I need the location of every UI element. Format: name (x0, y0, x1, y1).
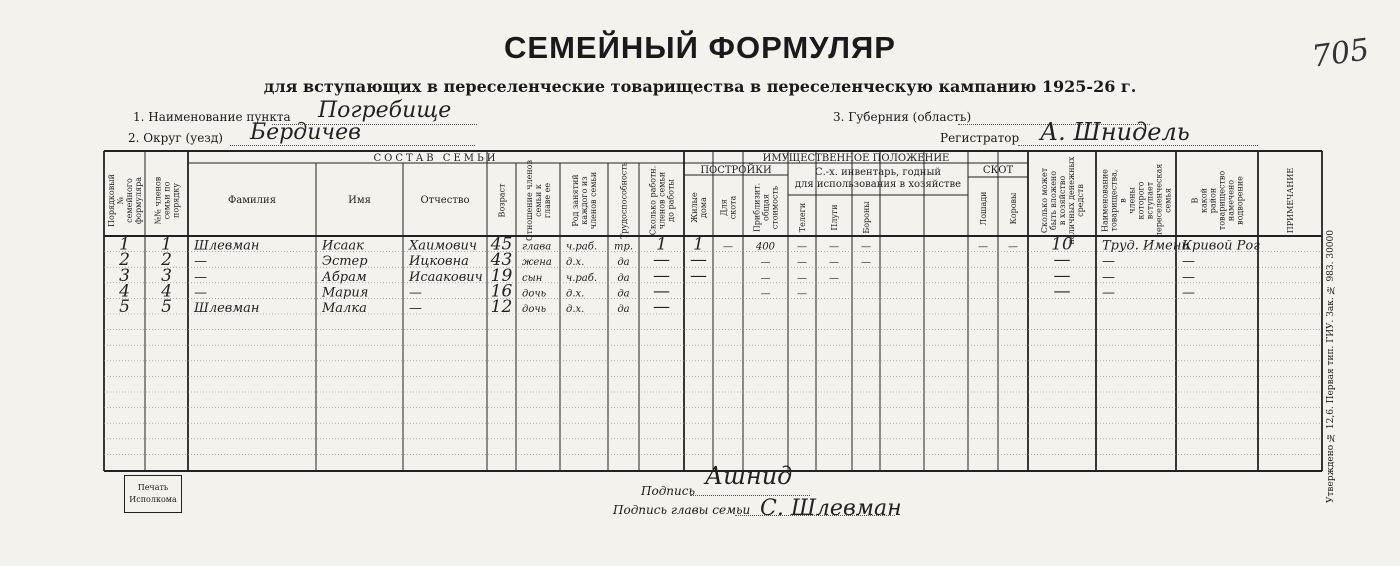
header-col_num-line: формуляра (134, 176, 143, 225)
header-society-line: товарищества, (1109, 169, 1119, 232)
cell-house: — (690, 250, 707, 271)
header-relation-line: Отношение членов (525, 159, 534, 242)
header-col_num-line: Порядковый (107, 174, 116, 227)
header-society-line: семья (1163, 188, 1173, 213)
header-society-line: которого (1136, 181, 1146, 220)
signature-label: Подпись (641, 484, 696, 498)
livestock-group-header: СКОТ (982, 165, 1014, 176)
cell-money: — (1053, 281, 1071, 302)
header-approx_value-line: общая (761, 194, 771, 221)
cell-work: тр. (613, 241, 634, 253)
header-notes-line: ПРИМЕЧАНИЕ (1286, 167, 1295, 234)
cell-work: да (617, 257, 630, 269)
cell-col_num: 1 (119, 234, 130, 255)
cell-col_num: 4 (119, 281, 130, 302)
header-col_member-line: порядку (171, 183, 181, 218)
cell-surname: Шлевман (194, 301, 260, 316)
header-money-line: Сколько может (1040, 167, 1049, 234)
cell-relation: глава (522, 241, 552, 253)
cell-surname: — (194, 254, 207, 270)
cell-approx_value: 400 (755, 241, 776, 253)
header-region-line: район (1208, 187, 1218, 214)
header-work-line: Трудоспособность (619, 161, 629, 240)
cell-occupation: д.х. (566, 257, 585, 269)
header-region-line: товарищество (1217, 170, 1227, 231)
cell-work: да (617, 304, 630, 315)
cell-since: — (653, 250, 670, 271)
cell-age: 12 (490, 297, 513, 317)
header-money-line: наличных денежных (1067, 156, 1076, 245)
property-group-header: ИМУЩЕСТВЕННОЕ ПОЛОЖЕНИЕ (762, 153, 950, 164)
cell-relation: сын (522, 272, 543, 284)
header-cattle_shed-line: скота (728, 195, 738, 220)
cell-age: 43 (490, 250, 513, 271)
cell-relation: дочь (522, 304, 547, 315)
cell-patronymic: Исаакович (409, 269, 483, 285)
cell-plows: — (829, 241, 839, 253)
header-occupation-line: каждого из (580, 176, 589, 225)
cell-cattle_shed: — (723, 241, 733, 253)
header-name: Имя (348, 195, 371, 206)
cell-harrows: — (861, 257, 871, 269)
cell-patronymic: — (409, 301, 422, 316)
cell-occupation: ч.раб. (566, 272, 598, 284)
cell-relation: жена (522, 257, 552, 269)
header-col_member-line: №№ членов (153, 176, 163, 225)
cell-occupation: д.х. (566, 288, 585, 300)
header-region-line: В (1190, 197, 1200, 204)
cell-money: 10 (1051, 234, 1073, 255)
cell-plows: — (829, 272, 839, 284)
archive-number: 705 (1309, 32, 1372, 75)
header-since-line: Сколько работн. (648, 165, 658, 236)
form-subtitle: для вступающих в переселенческие товарищества в переселенческую кампанию 1925-26 г. (263, 77, 1137, 96)
header-harrows-line: Бороны (862, 201, 871, 234)
cell-surname: — (194, 285, 207, 301)
header-society-line: члены (1127, 187, 1137, 214)
header-house-line: дома (699, 197, 708, 218)
header-approx_value-line: Приблизит. (752, 182, 762, 233)
header-occupation-line: членов семьи (589, 171, 598, 230)
cell-approx_value: — (760, 272, 771, 284)
head-signature-label: Подпись главы семьи (613, 503, 751, 517)
header-house-line: Жилые (690, 192, 699, 223)
header-col_num-line: № (116, 196, 125, 205)
form-title: СЕМЕЙНЫЙ ФОРМУЛЯР (504, 30, 896, 65)
cell-since: — (653, 281, 670, 302)
cell-age: 16 (490, 281, 513, 302)
header-surname: Фамилия (227, 195, 277, 206)
buildings-group-header: ПОСТРОЙКИ (700, 165, 772, 176)
header-society-line: Наименование (1100, 169, 1110, 232)
cell-patronymic: Ицковна (409, 254, 469, 270)
cell-house: 1 (693, 234, 704, 255)
header-society-line: вступает (1145, 181, 1155, 220)
cell-cows: — (1008, 241, 1018, 253)
header-horses-line: Лошади (979, 191, 988, 226)
cell-work: да (617, 288, 630, 300)
cell-approx_value: — (760, 257, 771, 269)
inventory-group-header-1: С.-х. инвентарь, годный (814, 167, 942, 178)
cell-age: 45 (490, 234, 513, 255)
header-cows-line: Коровы (1009, 192, 1018, 225)
cell-name: Эстер (322, 254, 368, 270)
cell-society: Труд. Имени (1102, 238, 1190, 254)
seal-box: Печать Исполкома (124, 475, 182, 513)
header-relation-line: главе ее (543, 182, 552, 219)
cell-harrows: — (861, 241, 871, 253)
cell-carts: — (797, 257, 807, 269)
header-approx_value-line: стоимость (770, 185, 780, 230)
header-plows-line: Плуги (830, 204, 839, 231)
cell-patronymic: — (409, 285, 422, 301)
cell-horses: — (978, 241, 988, 253)
header-since-line: членов семьи (657, 171, 667, 230)
cell-society: — (1102, 269, 1115, 285)
province-label: 3. Губерния (область) (833, 110, 972, 124)
cell-col_member: 3 (161, 265, 172, 286)
cell-age: 19 (490, 265, 513, 286)
cell-col_member: 5 (161, 297, 172, 317)
cell-plows: — (829, 257, 839, 269)
header-relation-line: семьи к (534, 184, 543, 217)
header-money-line: в хозяйство (1058, 175, 1067, 226)
point-label: 1. Наименование пункта (133, 110, 291, 124)
inventory-group-header-2: для использования в хозяйстве (794, 179, 962, 190)
header-patronymic: Отчество (420, 195, 470, 206)
cell-work: да (617, 272, 630, 284)
cell-name: Абрам (322, 269, 367, 285)
header-money-line: средств (1076, 184, 1085, 217)
cell-region: — (1182, 285, 1195, 301)
cell-name: Исаак (322, 238, 364, 254)
header-age-line: Возраст (497, 183, 507, 218)
cell-col_num: 3 (119, 265, 130, 286)
header-society-line: в (1118, 198, 1128, 203)
cell-col_member: 4 (161, 281, 172, 302)
cell-carts: — (797, 288, 807, 300)
cell-surname: Шлевман (194, 238, 260, 254)
cell-col_member: 1 (161, 234, 172, 255)
header-occupation-line: Род занятий (571, 174, 580, 227)
district-value: Бердичев (250, 120, 361, 145)
cell-since: — (653, 297, 670, 317)
family-group-header: СОСТАВ СЕМЬИ (373, 153, 499, 164)
header-money-line: быть вложено (1049, 170, 1058, 231)
print-note: Утверждено № 12,6. Первая тип. ГИУ. Зак. № 983. 30000 (1326, 230, 1336, 504)
registrar-label: Регистратор (940, 131, 1020, 145)
header-col_member-line: семьи по (162, 181, 172, 220)
district-label: 2. Округ (уезд) (128, 131, 223, 145)
cell-occupation: д.х. (566, 304, 585, 315)
cell-surname: — (194, 269, 207, 285)
header-region-line: водворение (1235, 176, 1245, 225)
cell-society: — (1102, 285, 1115, 301)
cell-since: 1 (656, 234, 667, 255)
cell-occupation: ч.раб. (566, 241, 598, 253)
cell-carts: — (797, 241, 807, 253)
cell-name: Мария (322, 285, 369, 301)
cell-house: — (690, 265, 707, 286)
cell-society: — (1102, 254, 1115, 270)
cell-money: — (1053, 265, 1071, 286)
cell-region: — (1182, 254, 1195, 270)
header-carts-line: Телеги (798, 202, 807, 233)
cell-patronymic: Хаимович (409, 238, 478, 254)
header-since-line: до работы (666, 179, 676, 222)
header-region-line: какой (1199, 188, 1209, 213)
signature-value: Ашнид (705, 462, 793, 490)
registrar-value: А. Шнидель (1040, 118, 1190, 146)
cell-approx_value: — (760, 288, 771, 300)
head-signature-value: С. Шлевман (760, 496, 902, 521)
cell-money: — (1053, 250, 1071, 271)
header-region-line: намечено (1226, 179, 1236, 222)
point-value: Погребище (318, 98, 452, 123)
cell-relation: дочь (522, 288, 547, 300)
header-society-line: переселенческая (1154, 163, 1164, 238)
cell-col_num: 2 (119, 250, 130, 271)
cell-region: — (1182, 269, 1195, 285)
cell-since: — (653, 265, 670, 286)
cell-name: Малка (322, 301, 367, 316)
header-cattle_shed-line: Для (719, 199, 729, 216)
cell-col_member: 2 (161, 250, 172, 271)
cell-region: Кривой Рог (1182, 238, 1260, 254)
header-col_num-line: семейного (125, 178, 134, 223)
cell-col_num: 5 (119, 297, 130, 317)
cell-carts: — (797, 272, 807, 284)
